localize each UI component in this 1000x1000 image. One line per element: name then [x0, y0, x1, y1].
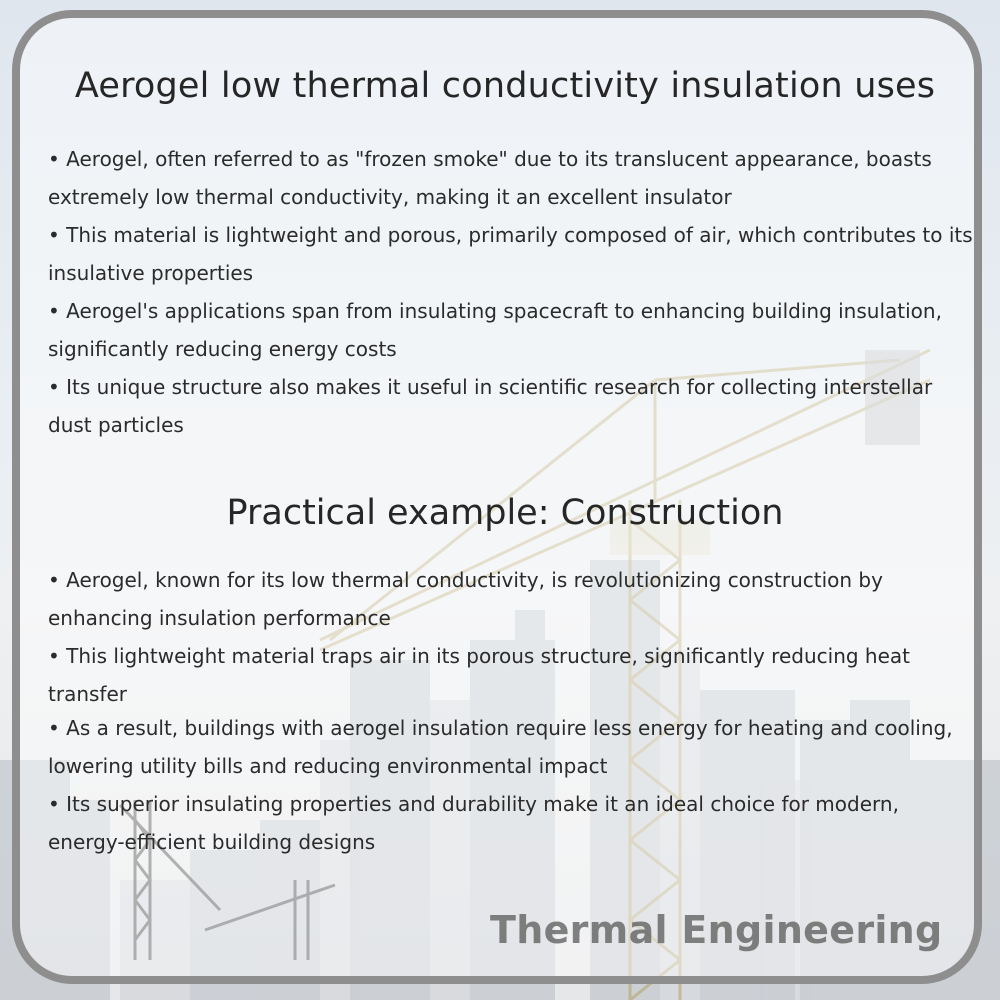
- list-item: • Aerogel's applications span from insulating spacecraft to enhancing building insulation, significantly reducing energy costs: [48, 299, 942, 361]
- list-item: • As a result, buildings with aerogel insulation require less energy for heating and cooling, lowering utility bills and reducing environmental impact: [48, 716, 953, 778]
- list-item: • Aerogel, often referred to as "frozen smoke" due to its translucent appearance, boasts extremely low thermal conductivity, making it an excellent insulator: [48, 147, 932, 209]
- brand-watermark: Thermal Engineering: [490, 908, 943, 952]
- list-item: • Aerogel, known for its low thermal conductivity, is revolutionizing construction by enhancing insulation performance: [48, 568, 883, 630]
- uses-bullet-list: [48, 140, 978, 444]
- page-title: Aerogel low thermal conductivity insulation uses: [74, 66, 936, 106]
- construction-bullet-list: [48, 561, 978, 861]
- list-item: • Its unique structure also makes it useful in scientific research for collecting interstellar dust particles: [48, 375, 933, 437]
- content-card: [12, 10, 982, 984]
- list-item: • This lightweight material traps air in its porous structure, significantly reducing heat transfer: [48, 644, 911, 706]
- section-heading: Practical example: Construction: [226, 493, 784, 533]
- list-item: • This material is lightweight and porous, primarily composed of air, which contributes to its insulative properties: [48, 223, 973, 285]
- list-item: • Its superior insulating properties and durability make it an ideal choice for modern, energy-efficient building designs: [48, 792, 899, 854]
